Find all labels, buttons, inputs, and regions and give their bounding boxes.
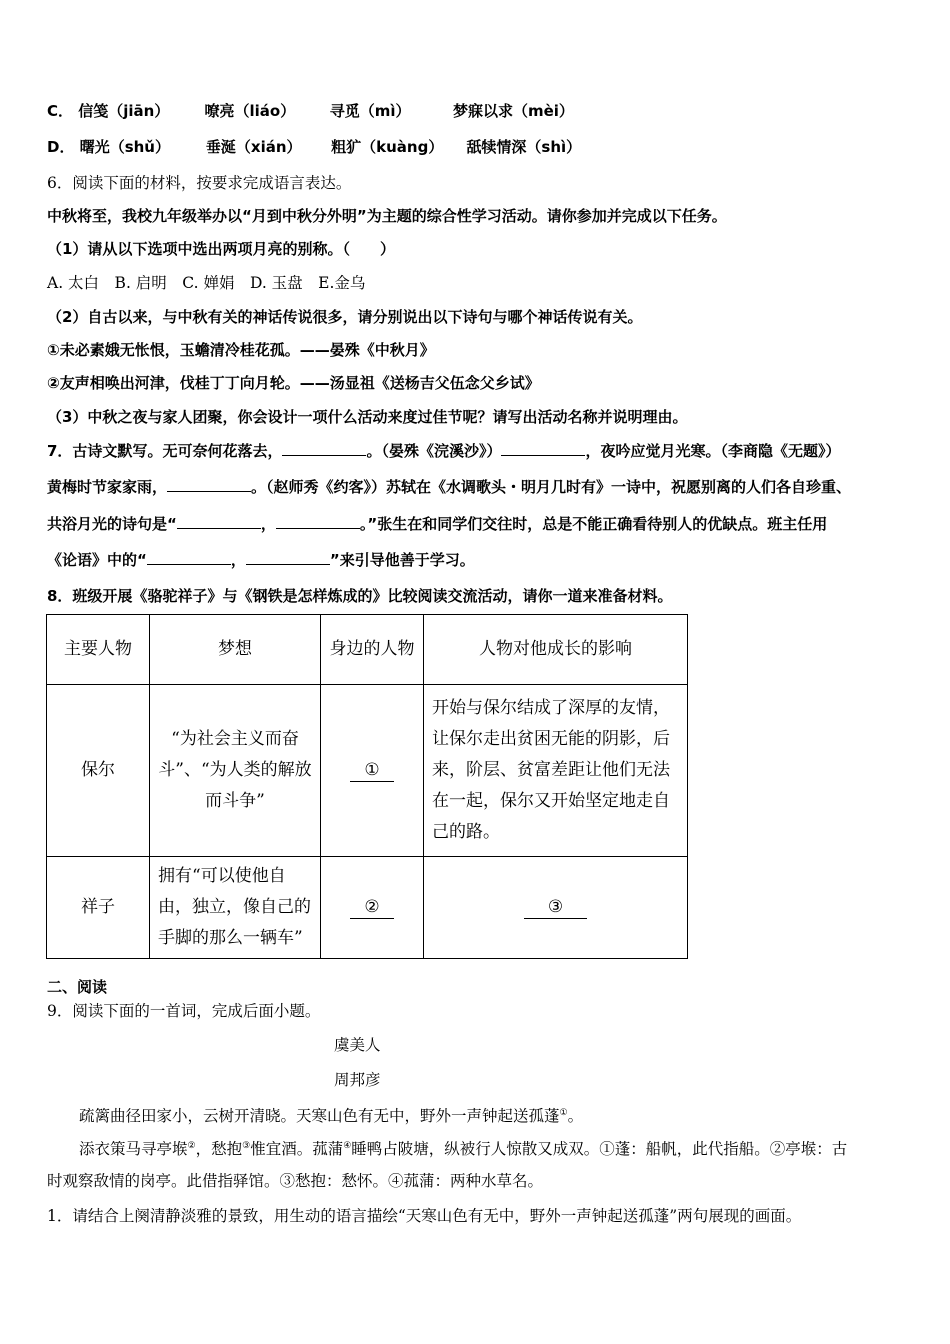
table-header: 人物对他成长的影响 (424, 615, 688, 685)
table-header-row (47, 615, 688, 685)
table-cell: 开始与保尔结成了深厚的友情，让保尔走出贫困无能的阴影，后来，阶层、贫富差距让他们无法在一起，保尔又开始坚定地走自己的路。 (424, 685, 688, 857)
poem-author: 周邦彦 (334, 1071, 381, 1089)
poem-title: 虞美人 (334, 1036, 381, 1054)
answer-blank[interactable] (282, 441, 366, 456)
table-cell: 祥子 (47, 857, 150, 959)
question-6-intro: 中秋将至，我校九年级举办以“月到中秋分外明”为主题的综合性学习活动。请你参加并完成以下任务。 (47, 207, 727, 225)
section-title: 二、阅读 (47, 978, 108, 996)
answer-blank: ① (350, 759, 393, 782)
table-cell: 拥有“可以使他自由，独立，像自己的手脚的那么一辆车” (150, 857, 321, 959)
question-6-title: 6．阅读下面的材料，按要求完成语言表达。 (47, 174, 352, 192)
question-6-options: A. 太白 B. 启明 C. 婵娟 D. 玉盘 E.金乌 (47, 274, 366, 292)
answer-blank[interactable] (501, 441, 585, 456)
table-row (47, 857, 688, 959)
table-cell[interactable] (424, 857, 688, 959)
answer-blank[interactable] (276, 514, 360, 529)
answer-blank[interactable] (177, 514, 261, 529)
question-7-line4: 《论语》中的“ ， ”来引导他善于学习。 (47, 551, 475, 569)
answer-blank: ② (350, 896, 393, 919)
option-d: D． 曙光（shǔ） 垂涎（xián） 粗犷（kuàng） 舐犊情深（shì） (47, 138, 582, 156)
comparison-table (46, 614, 688, 959)
table-row (47, 685, 688, 857)
poem-line-1: ①未必素娥无怅恨，玉蟾清冷桂花孤。——晏殊《中秋月》 (47, 341, 435, 359)
question-7-line2: 黄梅时节家家雨， 。（赵师秀《约客》）苏轼在《水调歌头・明月几时有》一诗中，祝愿别离的人们各自珍重、 (47, 478, 852, 496)
question-8-title: 8．班级开展《骆驼祥子》与《钢铁是怎样炼成的》比较阅读交流活动，请你一道来准备材料。 (47, 587, 673, 605)
table-cell: 保尔 (47, 685, 150, 857)
poem-stanza-2: 添衣策马寻亭堠②，愁抱③惟宜酒。菰蒲④睡鸭占陂塘，纵被行人惊散又成双。①蓬：船帆，此代指船。②亭堠：古 (79, 1140, 848, 1159)
answer-blank[interactable] (147, 550, 231, 565)
table-header: 主要人物 (47, 615, 150, 685)
table-header: 梦想 (150, 615, 321, 685)
question-6-part2: （2）自古以来，与中秋有关的神话传说很多，请分别说出以下诗句与哪个神话传说有关。 (47, 308, 643, 326)
table-cell[interactable] (321, 857, 424, 959)
answer-blank: ③ (524, 896, 587, 919)
option-c: C． 信笺（jiān） 嘹亮（liáo） 寻觅（mì） 梦寐以求（mèi） (47, 102, 574, 120)
poem-line-2: ②友声相唤出河津，伐桂丁丁向月轮。——汤显祖《送杨吉父伍念父乡试》 (47, 374, 540, 392)
answer-blank[interactable] (167, 477, 251, 492)
question-6-part3: （3）中秋之夜与家人团聚，你会设计一项什么活动来度过佳节呢？请写出活动名称并说明理由。 (47, 408, 688, 426)
table-header: 身边的人物 (321, 615, 424, 685)
table-cell[interactable] (321, 685, 424, 857)
question-6-part1: （1）请从以下选项中选出两项月亮的别称。（ ） (47, 240, 395, 258)
answer-blank[interactable] (246, 550, 330, 565)
question-9-title: 9．阅读下面的一首词，完成后面小题。 (47, 1002, 321, 1020)
poem-stanza-1: 疏篱曲径田家小，云树开清晓。天寒山色有无中，野外一声钟起送孤蓬①。 (79, 1107, 584, 1126)
question-7-line1: 7．古诗文默写。无可奈何花落去， 。（晏殊《浣溪沙》） ，夜吟应觉月光寒。（李商隐《无题》） (47, 442, 841, 460)
question-7-line3: 共浴月光的诗句是“ ， 。”张生在和同学们交往时，总是不能正确看待别人的优缺点。班主任用 (47, 515, 828, 533)
sub-question-1: 1．请结合上阕清静淡雅的景致，用生动的语言描绘“天寒山色有无中，野外一声钟起送孤蓬”两句展现的画面。 (47, 1207, 802, 1225)
table-cell: “为社会主义而奋斗”、“为人类的解放而斗争” (150, 685, 321, 857)
poem-notes: 时观察敌情的岗亭。此借指驿馆。③愁抱：愁怀。④菰蒲：两种水草名。 (47, 1172, 544, 1190)
